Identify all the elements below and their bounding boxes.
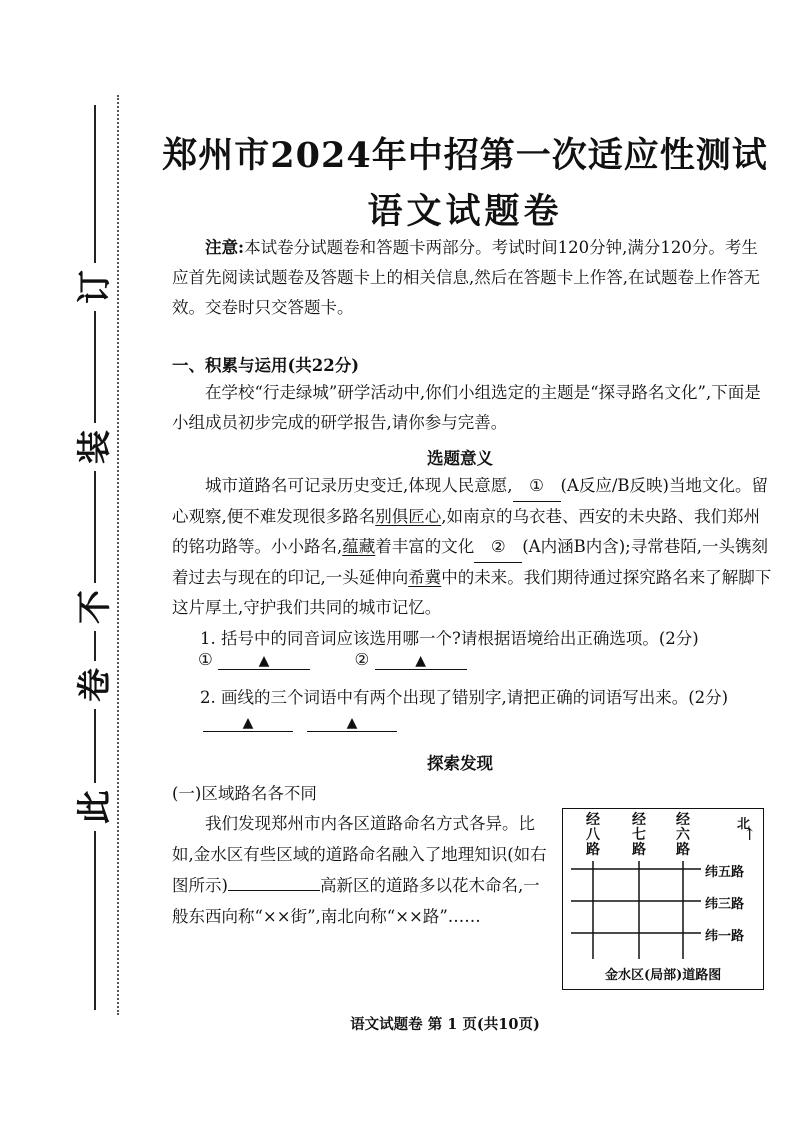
answer-blank-3[interactable]: ▲ (203, 715, 293, 732)
north-label: 北 (737, 817, 751, 832)
road-label-row-1: 纬五路 (705, 865, 745, 880)
binding-line (94, 631, 96, 661)
blank-2: ② (474, 532, 522, 563)
text-run: 我们发现郑州市内各区道路命名方式各异。比如,金水区有些区域的道路命名融入了地理知识(如右图所示) (172, 814, 547, 895)
blank-1: ① (513, 471, 561, 502)
exam-subject-title: 语文试题卷 (367, 191, 563, 232)
subsection-heading: (一)区域路名各不同 (172, 784, 317, 803)
question-2: 2. 画线的三个词语中有两个出现了错别字,请把正确的词语写出来。(2分) (200, 688, 729, 707)
binding-char: 不 (75, 590, 115, 624)
binding-line (94, 311, 96, 423)
road-label-row-3: 纬一路 (705, 929, 745, 944)
text-run: 着丰富的文化 (375, 537, 475, 556)
answer-mark-1: ① (198, 650, 213, 669)
section-intro: 在学校“行走绿城”研学活动中,你们小组选定的主题是“探寻路名文化”,下面是小组成员初步完成的研学报告,请你参与完善。 (172, 383, 761, 432)
binding-char: 卷 (75, 668, 115, 702)
answer-mark-2: ② (354, 650, 370, 669)
binding-line (94, 105, 96, 263)
road-label-col-3: 经六路 (676, 812, 690, 858)
notice-label: 注意: (205, 238, 245, 257)
text-run: 城市道路名可记录历史变迁,体现人民意愿, (205, 476, 513, 495)
map-caption: 金水区(局部)道路图 (605, 968, 722, 983)
exam-title: 郑州市2024年中招第一次适应性测试 (162, 135, 768, 176)
answer-blank-1[interactable]: ▲ (218, 653, 310, 670)
page-footer: 语文试题卷 第 1 页(共10页) (350, 1016, 540, 1033)
topic-paragraph (172, 471, 772, 623)
fill-blank[interactable] (228, 890, 320, 891)
answer-blank-2[interactable]: ▲ (375, 653, 467, 670)
text-run: (A反应/B反映)当地文化。留心观察,便不难发现很多路名 (172, 476, 768, 526)
binding-char: 装 (75, 430, 115, 464)
binding-margin (60, 105, 130, 1010)
notice-text: 本试卷分试题卷和答题卡两部分。考试时间120分钟,满分120分。考生应首先阅读试题卷及答题卡上的相关信息,然后在答题卡上作答,在试题卷上作答无效。交卷时只交答题卡。 (172, 238, 760, 317)
text-run: ,如南京的乌衣巷、西安的未央路、我们郑州的铭功路等。小小路名, (172, 507, 760, 556)
text-run: 高新区的道路多以花木命名,一般东西向称“××街”,南北向称“××路”…… (172, 876, 540, 926)
explore-paragraph (172, 808, 552, 932)
question-1: 1. 括号中的同音词应该选用哪一个?请根据语境给出正确选项。(2分) (200, 629, 699, 648)
underlined-word: 蕴藏 (342, 537, 376, 556)
binding-line (94, 831, 96, 1010)
binding-line (94, 709, 96, 783)
road-label-col-1: 经八路 (586, 812, 600, 858)
explore-title: 探索发现 (427, 754, 493, 773)
binding-line (94, 471, 96, 583)
underlined-word: 别俱匠心 (375, 507, 442, 526)
topic-title: 选题意义 (427, 449, 493, 468)
underlined-word: 希冀 (408, 568, 442, 587)
answer-row-1 (198, 650, 467, 670)
text-run: 中的未来。我们期待通过探究路名来了解脚下这片厚土,守护我们共同的城市记忆。 (172, 568, 772, 617)
answer-blank-4[interactable]: ▲ (307, 715, 397, 732)
road-label-col-2: 经七路 (632, 812, 646, 858)
cut-line (117, 95, 119, 1015)
binding-char: 此 (75, 790, 115, 824)
text-run: (A内涵B内含);寻常巷陌,一头镌刻着过去与现在的印记,一头延伸向 (172, 537, 768, 587)
notice-paragraph (172, 233, 772, 323)
road-map (562, 808, 764, 990)
road-label-row-2: 纬三路 (705, 897, 745, 912)
north-arrow-icon: ↑ (743, 825, 757, 844)
section-heading: 一、积累与运用(共22分) (172, 356, 360, 375)
binding-char: 订 (75, 270, 115, 304)
